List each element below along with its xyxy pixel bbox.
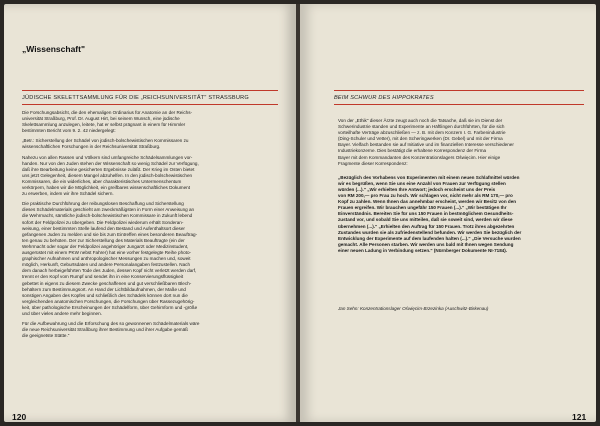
text-line: behältern zum Bestimmungsort. An Hand der Lichtbildaufnahmen, der Maße und [22, 286, 186, 292]
text-line: Die praktische Durchführung der reibungslosen Beschaffung und Sicherstellung [22, 201, 184, 207]
text-line: „Betr.: Sicherstellung der Schädel von jüdisch-bolschewistischen Kommissaren zu [22, 138, 189, 144]
text-line: zustand vor, und sobald Sie uns mitteilen, daß sie soweit sind, werden wir diese [338, 217, 513, 223]
text-line: uns jetzt Gelegenheit, diesem Mangel abzuhelfen. In den jüdisch-bolschewistischen [22, 172, 193, 178]
text-line: vorteilhafte Verträge abzuschließen — z. B. mit dem Konzern I. G. Farbenindustrie [338, 130, 506, 136]
text-line: Wehrmacht oder sogar der Feldpolizei angehöriger Jungarzt oder Medizinstudent, [22, 243, 189, 249]
text-line: Bayer mit dem Kommandanten des Konzentrationslagers Oświęcim. Hier einige [338, 154, 501, 160]
source-credit: Jan Sehn: Konzentrationslager Oświęcim-Brzezinka (Auschwitz-Birkenau) [338, 306, 489, 311]
text-line: verkörpern, haben wir die Möglichkeit, ein greifbares wissenschaftliches Dokument [22, 185, 191, 191]
paragraph [338, 118, 584, 167]
text-line: ausgerüstet mit einem PKW nebst Fahrer) hat eine vorher festgelegte Reihe photo- [22, 250, 192, 256]
text-line: und über vieles andere mehr beginnen. [22, 310, 102, 316]
paragraph [22, 110, 280, 134]
text-line: vergleichenden anatomischen Forschungen, die Forschungen über Rassezugehörig- [22, 298, 195, 304]
heading-rule-bottom [334, 104, 584, 105]
text-line: graphischer Aufnahmen und anthropologischer Messungen zu machen und, soweit [22, 256, 191, 262]
text-line: universität Straßburg, Prof. Dr. August Hirt, bei seinem Wunsch, eine jüdische [22, 116, 180, 122]
text-line: die Wehrmacht, sämtliche jüdisch-bolschewistischen Kommissare in Zukunft lebend [22, 213, 193, 219]
right-page [300, 4, 596, 422]
paragraph [22, 155, 280, 198]
text-line: möglich, Herkunft, Geburtsdaten und andere Personalangaben festzustellen. Nach [22, 262, 191, 268]
text-line: „Bezüglich des Vorhabens von Experimenten mit einem neuen Schlafmittel würden [338, 174, 520, 180]
text-line: Einverständnis. Bereiten Sie für uns 150 Frauen in bestmöglichem Gesundheits- [338, 211, 514, 217]
text-line: trennt er den Kopf vom Rumpf und sendet ihn in eine Konservierungsflüssigkeit [22, 274, 184, 280]
page-number: 121 [572, 412, 587, 422]
text-line: Kopf zu zahlen. Wenn Ihnen das annehmbar erscheint, werden wir Besitz von den [338, 199, 517, 205]
section-tag: „Wissenschaft" [22, 44, 85, 54]
text-line: Nahezu von allen Rassen und Völkern sind umfangreiche Schädelsammlungen vor- [22, 154, 193, 160]
text-line: gebettet in eigens zu diesem Zwecke geschaffenen und gut verschließbaren Blech- [22, 280, 192, 286]
text-line: Kommissaren, die ein widerliches, aber charakteristisches Untermenschentum [22, 178, 182, 184]
text-line: zu erwerben, indem wir ihre Schädel sichern. [22, 191, 114, 197]
text-line: Schwerindustrie standen und Experimente an Häftlingen durchführten, für die sich [338, 124, 505, 130]
text-line: Für die Aufbewahrung und die Erforschung des so gewonnenen Schädelmaterials wäre [22, 321, 200, 327]
text-line: dem danach herbeigeführten Tode des Juden, dessen Kopf nicht verletzt werden darf, [22, 268, 197, 274]
text-line: wir es begrüßen, wenn Sie uns eine Anzahl von Frauen zur Verfügung stellen [338, 180, 506, 186]
text-line: die geeignetste Stätte." [22, 333, 70, 339]
page-heading: JÜDISCHE SKELETTSAMMLUNG FÜR DIE „REICHSUNIVERSITÄT" STRASSBURG [22, 95, 249, 101]
left-page [4, 4, 296, 422]
text-line: gefangenen Juden zu melden und sie bis zum Eintreffen eines besonderen Beauftrag- [22, 231, 198, 237]
text-line: dieses Schädelmaterials geschieht am zweckmäßigsten in Form einer Anweisung an [22, 207, 195, 213]
text-line: würden (...)." „Wir erhielten Ihre Antwort; jedoch erscheint uns der Preis [338, 186, 496, 192]
text-line: Fragmente dieser Korrespondenz: [338, 160, 408, 166]
text-line: gemacht. Alle Personen starben. Wir werden uns bald mit Ihnen wegen Sendung [338, 241, 514, 247]
text-line: Skelettsammlung anzulegen, leitete, hat er selbst prägnant in einem für Himmler [22, 122, 186, 128]
page-heading: BEIM SCHWUR DES HIPPOKRATES [334, 95, 434, 101]
text-line: bestimmten Bericht vom 9. 2. 42 niedergelegt: [22, 128, 116, 134]
text-line: wissenschaftlichen Forschungen in der Reichsuniversität Straßburg. [22, 144, 161, 150]
paragraph [22, 201, 280, 317]
text-line: die neue Reichsuniversität Straßburg ihrer Bestimmung und ihrer Aufgabe gemäß [22, 327, 188, 333]
heading-rule [334, 90, 584, 91]
text-line: Die Forschungsabsicht, die den ehemaligen Ordinarius für Anatomie an der Reichs- [22, 110, 193, 115]
heading-rule-bottom [22, 104, 278, 105]
text-line: Frauen ergreifen. Wir brauchen ungefähr 150 Frauen (...)." „Wir bestätigen Ihr [338, 205, 507, 211]
page-number: 120 [12, 412, 27, 422]
text-line: von RM 200,— pro Frau zu hoch. Wir schlagen vor, nicht mehr als RM 170,— pro [338, 193, 513, 199]
text-line: Von der „Ethik" dieser Ärzte zeugt auch noch die Tatsache, daß sie im Dienst der [338, 118, 503, 123]
paragraph [338, 175, 584, 254]
text-line: Industriekonzerne. Dies bestätigt die erhaltene Korrespondenz der Firma [338, 148, 487, 154]
text-line: einer neuen Ladung in Verbindung setzen." (Nürnberger Dokumente NI-7184). [338, 247, 508, 253]
text-line: ten genau zu behüten. Der zur Sicherstellung des Materials Beauftragte (ein der [22, 237, 185, 243]
heading-rule [22, 90, 278, 91]
text-line: übernehmen (...)." „Erhielten den Auftrag für 150 Frauen. Trotz ihres abgezehrten [338, 223, 515, 229]
text-line: keit, über pathologische Erscheinungen der Schädelform, über Gehirnform und -größe [22, 304, 198, 310]
text-line: Bayer. Vielfach bestanden sie auf Initiative und im finanziellen Interesse verschiedener [338, 142, 514, 148]
text-line: sonstigen Angaben des Kopfes und schließlich des Schädels können dort nun die [22, 292, 188, 298]
text-line: (Ding-Schuler und Vetter), mit den Scheringwerken (Dr. Gebel) und mit der Firma [338, 136, 503, 142]
text-line: Entwicklung der Experimente auf dem laufenden halten (...)." „Die Versuche wurden [338, 235, 521, 241]
paragraph [22, 138, 280, 150]
text-line: weisung, einer bestimmten Stelle laufend den Bestand und Aufenthaltsort dieser [22, 225, 185, 231]
text-line: sofort der Feldpolizei zu übergeben. Die Feldpolizei wiederum erhält Sonderan- [22, 219, 184, 225]
text-line: Zustandes wurden sie als zufriedenstellend befunden. Wir werden Sie bezüglich der [338, 229, 522, 235]
paragraph [22, 321, 280, 339]
text-line: daß ihre Bearbeitung keine gesicherten Ergebnisse zuläßt. Der Krieg im Osten bietet [22, 166, 195, 172]
text-line: handen. Nur von den Juden stehen der Wissenschaft so wenig Schädel zur Verfügung, [22, 160, 199, 166]
